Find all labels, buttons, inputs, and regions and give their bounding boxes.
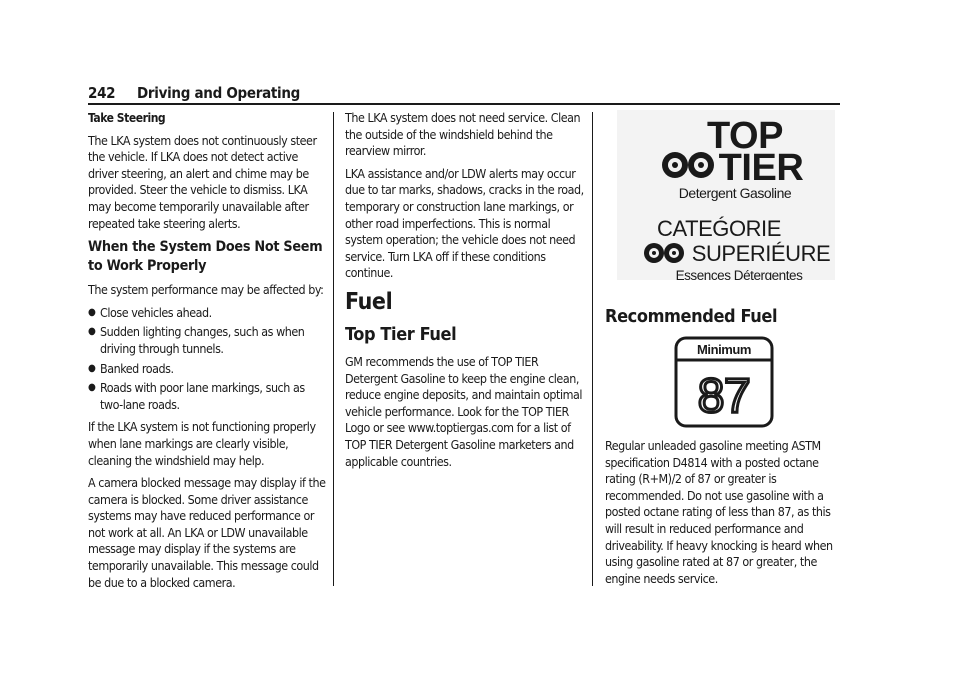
fuel-heading: Fuel [345, 288, 393, 315]
column-divider [333, 112, 334, 586]
page-header [88, 84, 840, 106]
logo-superieure-text: SUPERIÉURE [691, 241, 831, 266]
list-item-text: Banked roads. [100, 360, 174, 376]
sticker-octane: 87 [697, 370, 751, 423]
logo-detergent-text: Detergent Gasoline [678, 185, 792, 201]
logo-top-text: TOP [706, 115, 784, 157]
list-item [88, 305, 328, 322]
recommended-fuel-heading: Recommended Fuel [605, 306, 778, 327]
top-tier-logo-graphic [617, 110, 835, 280]
functioning-paragraph: If the LKA system is not functioning properly when lane markings are clearly visible, cleaning the windshield may help. [88, 419, 316, 468]
column-right [605, 110, 839, 593]
service-paragraph: The LKA system does not need service. Clean the outside of the windshield behind the rearview mirror. [345, 110, 581, 159]
bullet-icon: ● [88, 306, 96, 318]
section-title: Driving and Operating [137, 84, 301, 102]
not-working-heading: When the System Does Not Seem to Work Properly [88, 239, 323, 275]
take-steering-heading: Take Steering [88, 111, 166, 125]
list-item [88, 380, 328, 413]
header-rule [88, 103, 840, 105]
page-number: 242 [88, 84, 116, 102]
alerts-paragraph: LKA assistance and/or LDW alerts may occur due to tar marks, shadows, cracks in the road, temporary or construction lane markings, or other road imperfections. This is normal system operation; the vehicle does not need service. Turn LKA off if these conditions continue. [345, 165, 584, 281]
bullet-icon: ● [88, 326, 96, 338]
logo-tier-text: TIER [718, 147, 804, 189]
list-item-text: Close vehicles ahead. [100, 304, 212, 320]
logo-categorie-text: CATEǴORIE [657, 216, 781, 241]
column-left [88, 110, 328, 597]
list-item [88, 361, 328, 378]
octane-sticker [674, 336, 774, 428]
column-divider [592, 112, 593, 586]
take-steering-paragraph: The LKA system does not continuously steer the vehicle. If LKA does not detect active driver steering, an alert and chime may be provided. Steer the vehicle to dismiss. LKA may become temporarily unavailable after repeated take steering alerts. [88, 132, 317, 231]
top-tier-heading: Top Tier Fuel [345, 323, 457, 345]
logo-essences-text: Essences Détergentes [675, 268, 803, 280]
bullet-icon: ● [88, 382, 96, 394]
list-item-text: Roads with poor lane markings, such as two-lane roads. [100, 380, 305, 412]
top-tier-paragraph: GM recommends the use of TOP TIER Detergent Gasoline to keep the engine clean, reduce engine deposits, and maintain optimal vehicle performance. Look for the TOP TIER Logo or see www.toptiergas.com for a list of TOP TIER Detergent Gasoline marketers and applicable countries. [345, 353, 583, 469]
bullet-icon: ● [88, 362, 96, 374]
recommended-fuel-paragraph: Regular unleaded gasoline meeting ASTM specification D4814 with a posted octane rating (R+M)/2 of 87 or greater is recommended. Do not use gasoline with a posted octane rating of less than 87, as this will result in reduced performance and driveability. If heavy knocking is heard when using gasoline rated at 87 or greater, the engine needs service. [605, 438, 833, 586]
performance-intro: The system performance may be affected by: [88, 282, 324, 298]
list-item-text: Sudden lighting changes, such as when driving through tunnels. [100, 324, 305, 356]
column-middle [345, 110, 587, 476]
octane-sticker-graphic [674, 336, 774, 428]
conditions-list [88, 305, 328, 414]
camera-blocked-paragraph: A camera blocked message may display if the camera is blocked. Some driver assistance systems may have reduced performance or not work at all. An LKA or LDW unavailable message may display if the systems are temporarily unavailable. This message could be due to a blocked camera. [88, 475, 326, 590]
sticker-label: Minimum [697, 342, 751, 357]
top-tier-logo [617, 110, 835, 280]
list-item [88, 324, 328, 357]
